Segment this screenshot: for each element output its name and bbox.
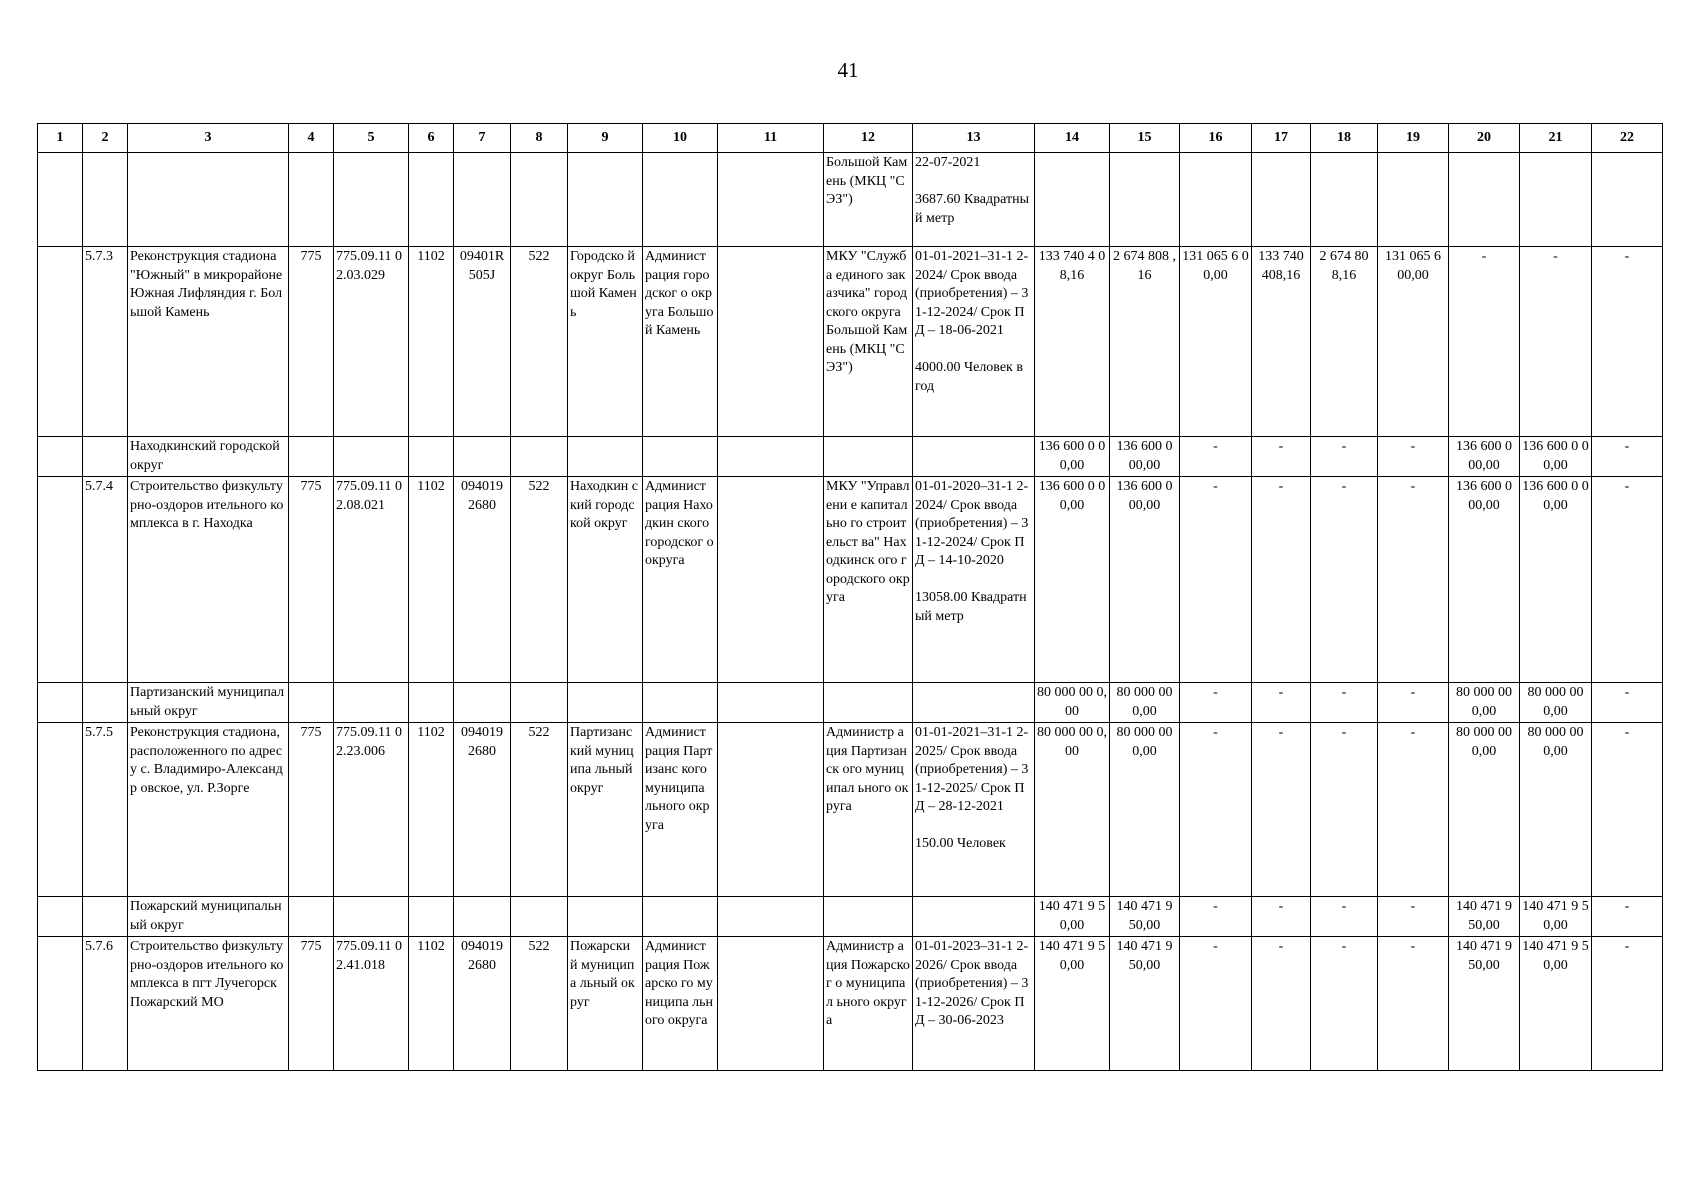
cell-col-22: - <box>1592 437 1663 477</box>
cell-col-14: 136 600 0 00,00 <box>1035 437 1110 477</box>
table-header-row <box>38 124 1663 153</box>
cell-col-5 <box>334 897 409 937</box>
column-header-19: 19 <box>1378 124 1449 153</box>
cell-col-22 <box>1592 153 1663 247</box>
cell-col-11 <box>718 477 824 683</box>
cell-col-17: - <box>1252 723 1311 897</box>
cell-col-5 <box>334 153 409 247</box>
cell-col-5 <box>334 437 409 477</box>
cell-col-20: 136 600 0 00,00 <box>1449 477 1520 683</box>
cell-col-6 <box>409 153 454 247</box>
cell-col-18 <box>1311 153 1378 247</box>
cell-col-21: 136 600 0 00,00 <box>1520 437 1592 477</box>
cell-col-9: Партизанс кий муниципа льный округ <box>568 723 643 897</box>
cell-col-4: 775 <box>289 247 334 437</box>
column-header-15: 15 <box>1110 124 1180 153</box>
cell-col-2 <box>83 437 128 477</box>
cell-col-5: 775.09.11 02.23.006 <box>334 723 409 897</box>
cell-col-2 <box>83 683 128 723</box>
cell-col-6 <box>409 437 454 477</box>
cell-col-17: - <box>1252 937 1311 1071</box>
page-number: 41 <box>837 58 859 82</box>
cell-col-4 <box>289 153 334 247</box>
cell-col-13 <box>913 683 1035 723</box>
cell-col-2: 5.7.6 <box>83 937 128 1071</box>
cell-col-16 <box>1180 153 1252 247</box>
cell-col-12 <box>824 437 913 477</box>
cell-col-15: 136 600 0 00,00 <box>1110 477 1180 683</box>
cell-col-7: 094019 2680 <box>454 477 511 683</box>
cell-col-8 <box>511 683 568 723</box>
cell-col-20 <box>1449 153 1520 247</box>
cell-col-7: 094019 2680 <box>454 937 511 1071</box>
budget-table <box>37 123 1663 1071</box>
cell-col-16: - <box>1180 897 1252 937</box>
cell-col-3 <box>128 153 289 247</box>
cell-col-2: 5.7.3 <box>83 247 128 437</box>
cell-col-17: - <box>1252 683 1311 723</box>
column-header-8: 8 <box>511 124 568 153</box>
cell-col-19: - <box>1378 897 1449 937</box>
cell-col-8: 522 <box>511 937 568 1071</box>
cell-col-4 <box>289 437 334 477</box>
cell-col-5 <box>334 683 409 723</box>
table-row <box>38 723 1663 897</box>
cell-col-1 <box>38 937 83 1071</box>
cell-col-12 <box>824 897 913 937</box>
cell-col-21 <box>1520 153 1592 247</box>
cell-col-22: - <box>1592 477 1663 683</box>
cell-col-14: 80 000 00 0,00 <box>1035 683 1110 723</box>
cell-col-19: - <box>1378 937 1449 1071</box>
cell-col-8: 522 <box>511 477 568 683</box>
cell-col-13: 01-01-2023–31-1 2-2026/ Срок ввода (приобретения) – 31-12-2026/ Срок ПД – 30-06-2023 <box>913 937 1035 1071</box>
cell-col-6 <box>409 897 454 937</box>
cell-col-1 <box>38 897 83 937</box>
column-header-20: 20 <box>1449 124 1520 153</box>
cell-col-21: 140 471 9 50,00 <box>1520 897 1592 937</box>
cell-col-1 <box>38 153 83 247</box>
subtotal-row <box>38 683 1663 723</box>
cell-col-21: - <box>1520 247 1592 437</box>
cell-col-16: - <box>1180 723 1252 897</box>
cell-col-3: Пожарский муниципальный округ <box>128 897 289 937</box>
cell-col-21: 80 000 00 0,00 <box>1520 723 1592 897</box>
cell-col-11 <box>718 937 824 1071</box>
cell-col-20: 136 600 0 00,00 <box>1449 437 1520 477</box>
cell-col-11 <box>718 437 824 477</box>
cell-col-17: - <box>1252 897 1311 937</box>
cell-col-11 <box>718 153 824 247</box>
cell-col-15: 140 471 9 50,00 <box>1110 937 1180 1071</box>
cell-col-4: 775 <box>289 477 334 683</box>
cell-col-18: - <box>1311 477 1378 683</box>
cell-col-12 <box>824 683 913 723</box>
cell-col-19: - <box>1378 477 1449 683</box>
cell-col-1 <box>38 683 83 723</box>
cell-col-13: 22-07-2021 3687.60 Квадратный метр <box>913 153 1035 247</box>
column-header-22: 22 <box>1592 124 1663 153</box>
cell-col-5: 775.09.11 02.03.029 <box>334 247 409 437</box>
cell-col-16: - <box>1180 937 1252 1071</box>
cell-col-21: 140 471 9 50,00 <box>1520 937 1592 1071</box>
cell-col-10 <box>643 437 718 477</box>
cell-col-9 <box>568 437 643 477</box>
cell-col-11 <box>718 247 824 437</box>
cell-col-9: Находкин ский городской округ <box>568 477 643 683</box>
cell-col-7: 094019 2680 <box>454 723 511 897</box>
cell-col-14: 136 600 0 00,00 <box>1035 477 1110 683</box>
cell-col-11 <box>718 683 824 723</box>
column-header-3: 3 <box>128 124 289 153</box>
cell-col-20: 140 471 9 50,00 <box>1449 897 1520 937</box>
cell-col-6: 1102 <box>409 937 454 1071</box>
cell-col-9 <box>568 683 643 723</box>
cell-col-8 <box>511 437 568 477</box>
cell-col-20: 80 000 00 0,00 <box>1449 723 1520 897</box>
cell-col-10 <box>643 683 718 723</box>
cell-col-17: - <box>1252 477 1311 683</box>
cell-col-11 <box>718 723 824 897</box>
column-header-21: 21 <box>1520 124 1592 153</box>
cell-col-21: 136 600 0 00,00 <box>1520 477 1592 683</box>
cell-col-18: - <box>1311 937 1378 1071</box>
cell-col-7 <box>454 153 511 247</box>
column-header-5: 5 <box>334 124 409 153</box>
cell-col-18: - <box>1311 437 1378 477</box>
cell-col-14 <box>1035 153 1110 247</box>
cell-col-14: 80 000 00 0,00 <box>1035 723 1110 897</box>
cell-col-20: 80 000 00 0,00 <box>1449 683 1520 723</box>
cell-col-14: 140 471 9 50,00 <box>1035 937 1110 1071</box>
cell-col-2: 5.7.4 <box>83 477 128 683</box>
cell-col-13: 01-01-2021–31-1 2-2025/ Срок ввода (приобретения) – 31-12-2025/ Срок ПД – 28-12-2021 150.00 Человек <box>913 723 1035 897</box>
cell-col-15: 140 471 9 50,00 <box>1110 897 1180 937</box>
cell-col-10: Админист рация Находкин ского городског о округа <box>643 477 718 683</box>
cell-col-14: 140 471 9 50,00 <box>1035 897 1110 937</box>
column-header-13: 13 <box>913 124 1035 153</box>
table-row <box>38 247 1663 437</box>
cell-col-4 <box>289 897 334 937</box>
cell-col-19 <box>1378 153 1449 247</box>
cell-col-13 <box>913 437 1035 477</box>
cell-col-16: - <box>1180 437 1252 477</box>
table-row <box>38 477 1663 683</box>
cell-col-8 <box>511 153 568 247</box>
cell-col-12: Администр ация Пожарског о муниципал ьного округа <box>824 937 913 1071</box>
cell-col-7 <box>454 897 511 937</box>
cell-col-9: Пожарски й муниципа льный округ <box>568 937 643 1071</box>
cell-col-13: 01-01-2020–31-1 2-2024/ Срок ввода (приобретения) – 31-12-2024/ Срок ПД – 14-10-2020 13058.00 Квадратный метр <box>913 477 1035 683</box>
column-header-10: 10 <box>643 124 718 153</box>
column-header-14: 14 <box>1035 124 1110 153</box>
column-header-9: 9 <box>568 124 643 153</box>
cell-col-6: 1102 <box>409 477 454 683</box>
cell-col-22: - <box>1592 723 1663 897</box>
cell-col-19: - <box>1378 723 1449 897</box>
cell-col-6: 1102 <box>409 247 454 437</box>
cell-col-1 <box>38 247 83 437</box>
column-header-7: 7 <box>454 124 511 153</box>
cell-col-22: - <box>1592 897 1663 937</box>
cell-col-18: - <box>1311 897 1378 937</box>
cell-col-8: 522 <box>511 723 568 897</box>
cell-col-19: 131 065 6 00,00 <box>1378 247 1449 437</box>
cell-col-14: 133 740 4 08,16 <box>1035 247 1110 437</box>
cell-col-11 <box>718 897 824 937</box>
cell-col-15: 80 000 00 0,00 <box>1110 683 1180 723</box>
cell-col-12: МКУ "Управлени е капитально го строительст ва" Находкинск ого городского округа <box>824 477 913 683</box>
cell-col-7 <box>454 437 511 477</box>
cell-col-8: 522 <box>511 247 568 437</box>
table-body <box>38 153 1663 1071</box>
cell-col-10: Админист рация городског о округа Большой Камень <box>643 247 718 437</box>
cell-col-22: - <box>1592 247 1663 437</box>
cell-col-22: - <box>1592 937 1663 1071</box>
cell-col-21: 80 000 00 0,00 <box>1520 683 1592 723</box>
cell-col-3: Находкинский городской округ <box>128 437 289 477</box>
column-header-11: 11 <box>718 124 824 153</box>
column-header-4: 4 <box>289 124 334 153</box>
cell-col-8 <box>511 897 568 937</box>
cell-col-3: Реконструкция стадиона "Южный" в микрорайоне Южная Лифляндия г. Большой Камень <box>128 247 289 437</box>
cell-col-17: 133 740 408,16 <box>1252 247 1311 437</box>
cell-col-19: - <box>1378 683 1449 723</box>
column-header-16: 16 <box>1180 124 1252 153</box>
cell-col-3: Строительство физкультурно-оздоров ительного комплекса в г. Находка <box>128 477 289 683</box>
cell-col-10 <box>643 897 718 937</box>
cell-col-2: 5.7.5 <box>83 723 128 897</box>
cell-col-5: 775.09.11 02.08.021 <box>334 477 409 683</box>
cell-col-4 <box>289 683 334 723</box>
cell-col-1 <box>38 437 83 477</box>
cell-col-16: - <box>1180 477 1252 683</box>
cell-col-1 <box>38 723 83 897</box>
cell-col-22: - <box>1592 683 1663 723</box>
cell-col-15: 80 000 00 0,00 <box>1110 723 1180 897</box>
cell-col-15: 2 674 808 ,16 <box>1110 247 1180 437</box>
cell-col-18: 2 674 80 8,16 <box>1311 247 1378 437</box>
column-header-2: 2 <box>83 124 128 153</box>
subtotal-row <box>38 437 1663 477</box>
continuation-row <box>38 153 1663 247</box>
cell-col-17 <box>1252 153 1311 247</box>
cell-col-3: Партизанский муниципальный округ <box>128 683 289 723</box>
cell-col-10: Админист рация Пожарско го муниципа льного округа <box>643 937 718 1071</box>
subtotal-row <box>38 897 1663 937</box>
cell-col-18: - <box>1311 683 1378 723</box>
cell-col-20: 140 471 9 50,00 <box>1449 937 1520 1071</box>
cell-col-1 <box>38 477 83 683</box>
column-header-6: 6 <box>409 124 454 153</box>
cell-col-16: 131 065 6 00,00 <box>1180 247 1252 437</box>
column-header-1: 1 <box>38 124 83 153</box>
cell-col-2 <box>83 153 128 247</box>
cell-col-9 <box>568 153 643 247</box>
cell-col-13 <box>913 897 1035 937</box>
cell-col-4: 775 <box>289 723 334 897</box>
cell-col-19: - <box>1378 437 1449 477</box>
cell-col-3: Реконструкция стадиона, расположенного по адресу с. Владимиро-Александр овское, ул. Р.Зорге <box>128 723 289 897</box>
cell-col-7: 09401R 505J <box>454 247 511 437</box>
cell-col-15 <box>1110 153 1180 247</box>
cell-col-20: - <box>1449 247 1520 437</box>
cell-col-6: 1102 <box>409 723 454 897</box>
cell-col-12: Администр ация Партизанск ого муниципал ьного округа <box>824 723 913 897</box>
cell-col-4: 775 <box>289 937 334 1071</box>
cell-col-17: - <box>1252 437 1311 477</box>
cell-col-12: Большой Камень (МКЦ "СЭЗ") <box>824 153 913 247</box>
cell-col-7 <box>454 683 511 723</box>
cell-col-10: Админист рация Партизанс кого муниципа льного округа <box>643 723 718 897</box>
cell-col-16: - <box>1180 683 1252 723</box>
column-header-18: 18 <box>1311 124 1378 153</box>
cell-col-6 <box>409 683 454 723</box>
cell-col-9: Городско й округ Большой Камень <box>568 247 643 437</box>
cell-col-3: Строительство физкультурно-оздоров ительного комплекса в пгт Лучегорск Пожарский МО <box>128 937 289 1071</box>
cell-col-5: 775.09.11 02.41.018 <box>334 937 409 1071</box>
cell-col-15: 136 600 0 00,00 <box>1110 437 1180 477</box>
cell-col-10 <box>643 153 718 247</box>
cell-col-9 <box>568 897 643 937</box>
cell-col-12: МКУ "Служба единого заказчика" городского округа Большой Камень (МКЦ "СЭЗ") <box>824 247 913 437</box>
column-header-17: 17 <box>1252 124 1311 153</box>
cell-col-18: - <box>1311 723 1378 897</box>
table-row <box>38 937 1663 1071</box>
column-header-12: 12 <box>824 124 913 153</box>
cell-col-2 <box>83 897 128 937</box>
cell-col-13: 01-01-2021–31-1 2-2024/ Срок ввода (приобретения) – 31-12-2024/ Срок ПД – 18-06-2021 4000.00 Человек в год <box>913 247 1035 437</box>
